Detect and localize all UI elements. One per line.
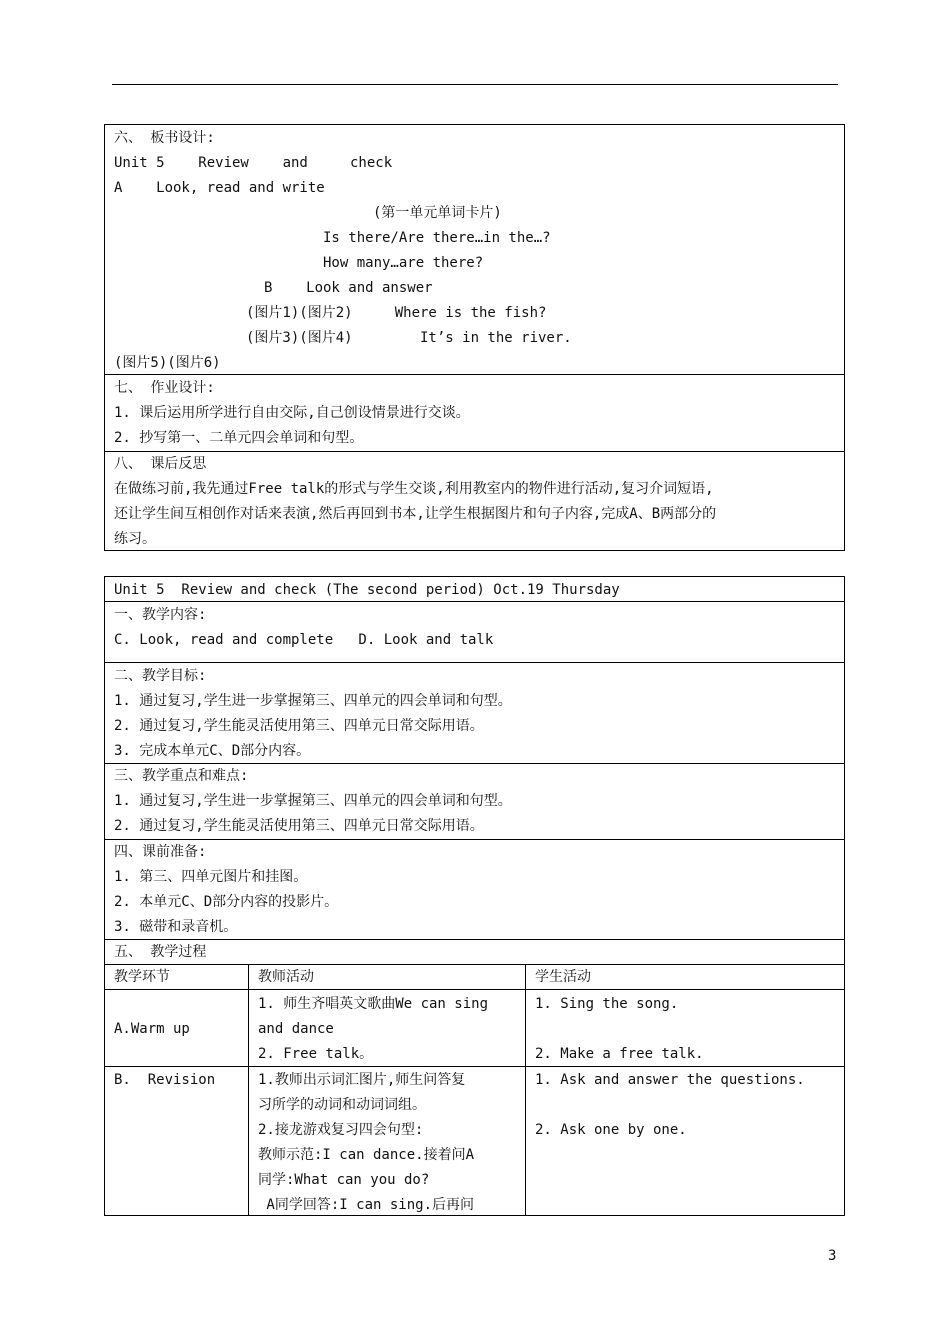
- goal-item: 1. 通过复习,学生进一步掌握第三、四单元的四会单词和句型。: [114, 693, 512, 709]
- key-point-item: 2. 通过复习,学生能灵活使用第三、四单元日常交际用语。: [114, 818, 484, 834]
- page-number: 3: [828, 1248, 837, 1264]
- student-activity-line: 2. Ask one by one.: [535, 1122, 687, 1138]
- board-section-a: A Look, read and write: [114, 180, 325, 196]
- reflection-heading: 八、 课后反思: [114, 456, 207, 472]
- divider: [105, 1066, 844, 1067]
- preparation-item: 3. 磁带和录音机。: [114, 919, 238, 935]
- board-question-two: How many…are there?: [323, 255, 484, 271]
- teacher-activity-line: 习所学的动词和动词词组。: [258, 1097, 426, 1113]
- board-picture-row-one: (图片1)(图片2) Where is the fish?: [246, 305, 547, 321]
- teacher-activity-line: 1. 师生齐唱英文歌曲We can sing: [258, 996, 489, 1012]
- divider: [105, 451, 844, 452]
- divider: [105, 374, 844, 375]
- column-divider: [525, 964, 526, 1216]
- key-point-item: 1. 通过复习,学生进一步掌握第三、四单元的四会单词和句型。: [114, 793, 512, 809]
- board-question-one: Is there/Are there…in the…?: [323, 230, 551, 246]
- process-heading: 五、 教学过程: [114, 944, 207, 960]
- reflection-text: 还让学生间互相创作对话来表演,然后再回到书本,让学生根据图片和句子内容,完成A、B两部分的: [114, 506, 717, 522]
- divider: [105, 662, 844, 663]
- column-divider: [248, 964, 249, 1216]
- column-header-teacher: 教师活动: [258, 969, 314, 985]
- student-activity-line: 1. Ask and answer the questions.: [535, 1072, 805, 1088]
- column-header-student: 学生活动: [535, 969, 591, 985]
- preparation-item: 2. 本单元C、D部分内容的投影片。: [114, 894, 339, 910]
- content-heading: 一、教学内容:: [114, 607, 207, 623]
- lesson-one-box: [104, 124, 845, 551]
- homework-item: 1. 课后运用所学进行自由交际,自己创设情景进行交谈。: [114, 405, 470, 421]
- header-rule: [112, 84, 838, 85]
- teacher-activity-line: 同学:What can you do?: [258, 1172, 430, 1188]
- board-unit-line: Unit 5 Review and check: [114, 155, 393, 171]
- lesson-two-box: [104, 576, 845, 1216]
- goal-item: 3. 完成本单元C、D部分内容。: [114, 743, 311, 759]
- content-line: C. Look, read and complete D. Look and talk: [114, 632, 494, 648]
- divider: [105, 989, 844, 990]
- teacher-activity-line: A同学回答:I can sing.后再问: [258, 1197, 475, 1213]
- stage-cell: B. Revision: [114, 1072, 216, 1088]
- student-activity-line: 2. Make a free talk.: [535, 1046, 704, 1062]
- divider: [105, 939, 844, 940]
- teacher-activity-line: 1.教师出示词汇图片,师生问答复: [258, 1072, 466, 1088]
- teacher-activity-line: 2.接龙游戏复习四会句型:: [258, 1122, 424, 1138]
- board-picture-row-two: (图片3)(图片4) It’s in the river.: [246, 330, 572, 346]
- board-word-cards: (第一单元单词卡片): [373, 205, 502, 221]
- teacher-activity-line: and dance: [258, 1021, 334, 1037]
- goals-heading: 二、教学目标:: [114, 668, 207, 684]
- second-period-title: Unit 5 Review and check (The second period) Oct.19 Thursday: [114, 582, 620, 598]
- divider: [105, 601, 844, 602]
- goal-item: 2. 通过复习,学生能灵活使用第三、四单元日常交际用语。: [114, 718, 484, 734]
- reflection-text: 在做练习前,我先通过Free talk的形式与学生交谈,利用教室内的物件进行活动,复习介词短语,: [114, 481, 714, 497]
- reflection-text: 练习。: [114, 531, 156, 547]
- teacher-activity-line: 教师示范:I can dance.接着问A: [258, 1147, 475, 1163]
- preparation-item: 1. 第三、四单元图片和挂图。: [114, 869, 308, 885]
- board-section-b: B Look and answer: [264, 280, 433, 296]
- homework-heading: 七、 作业设计:: [114, 380, 215, 396]
- teacher-activity-line: 2. Free talk。: [258, 1046, 374, 1062]
- homework-item: 2. 抄写第一、二单元四会单词和句型。: [114, 430, 364, 446]
- board-heading: 六、 板书设计:: [114, 130, 215, 146]
- divider: [105, 839, 844, 840]
- column-header-stage: 教学环节: [114, 969, 170, 985]
- divider: [105, 763, 844, 764]
- divider: [105, 964, 844, 965]
- key-points-heading: 三、教学重点和难点:: [114, 768, 249, 784]
- stage-cell: A.Warm up: [114, 1021, 190, 1037]
- student-activity-line: 1. Sing the song.: [535, 996, 679, 1012]
- board-picture-row-three: (图片5)(图片6): [114, 355, 221, 371]
- preparation-heading: 四、课前准备:: [114, 844, 207, 860]
